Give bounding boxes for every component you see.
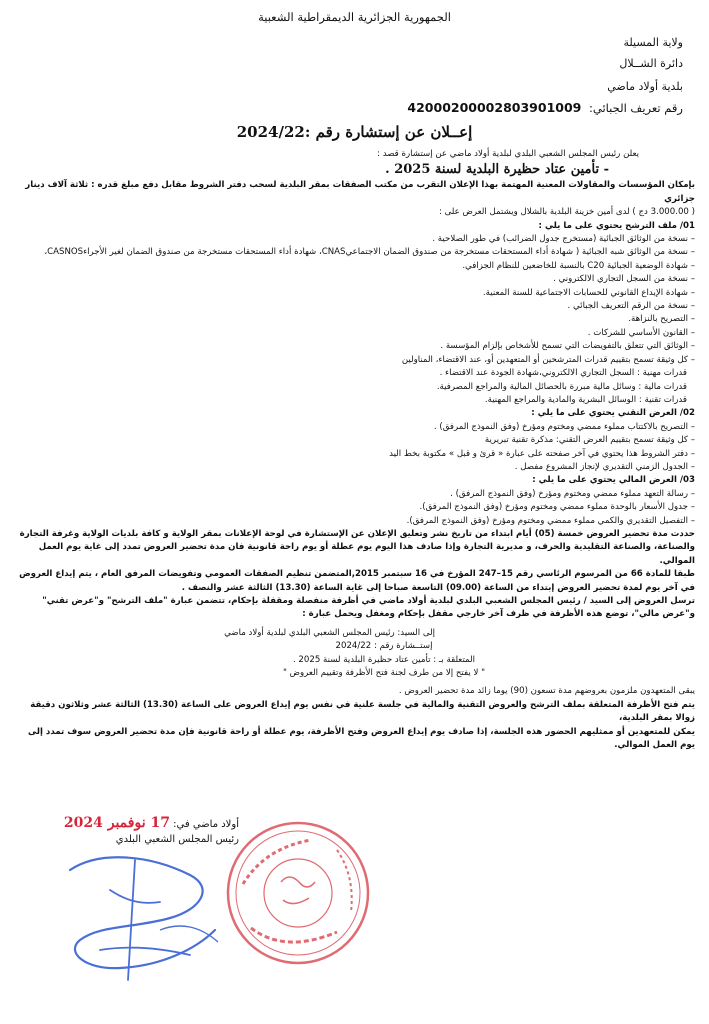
duration-paragraph: حددت مدة تحضير العروض خمسة (05) أيام ابتداء من تاريخ نشر وتعليق الإعلان عن الإستشارة في لوحة الإعلانات بمقر الولاية و كافة بلديات الولاية وغرفة التجارة والصناعة، والصناعة التقليدية والحرف، و مديرية التجارة وإذا صادف هذا اليوم يوم عطلة أو يوم راحة قانونية فان مدة تحضير العروض تمدد إلى غاية يوم العمل الموالي.	[19, 528, 695, 566]
wilaya-label: ولاية المسيلة	[623, 36, 683, 49]
list-item: – شهادة الإيداع القانوني للحسابات الاجتماعية للسنة المعنية.	[482, 287, 695, 298]
list-item: – دفتر الشروط هذا يحتوي في آخر صفحته على عبارة « قرئ و قبل » مكتوبة بخط اليد	[389, 448, 695, 459]
capacity-item: قدرات تقنية : الوسائل البشرية والمادية والمراجع المهنية.	[484, 394, 687, 405]
signature-date: 17 نوفمبر 2024	[63, 815, 170, 831]
capacity-item: قدرات مالية : وسائل مالية مبررة بالحصائل المالية والمراجع المصرفية.	[436, 381, 687, 392]
document-title: إعــلان عن إستشارة رقم :2024/22	[236, 123, 473, 141]
tax-id-row	[407, 100, 683, 115]
submission-paragraph: ترسل العروض إلى السيد / رئيس المجلس الشعبي البلدي لبلدية أولاد ماضي في أظرفة منفصلة ومقفلة بإحكام، تتضمن عبارة "ملف الترشح" و"عرض تقني" و"عرض مالي"، توضع هذه الأظرفة في ظرف آخر خارجي مقفل بإحكام ومغفل ويحمل عبارة :	[42, 596, 695, 620]
list-item: – كل وثيقة تسمح بتقييم العرض التقني: مذكرة تقنية تبريرية	[484, 435, 695, 446]
list-item: – التصريح بالاكتتاب مملوء ممضي ومختوم ومؤرخ (وفق النموذج المرفق) .	[433, 421, 695, 432]
signature-place: أولاد ماضي في:	[173, 819, 239, 830]
official-stamp	[225, 820, 371, 966]
tax-id-label: رقم تعريف الجبائي:	[589, 101, 683, 115]
invite-paragraph-2: ( 3.000.00 دج ) لدى أمين خزينة البلدية بالشلال ويشتمل العرض على :	[439, 207, 695, 218]
list-item: – الوثائق التي تتعلق بالتفويضات التي تسمح للأشخاص بإلزام المؤسسة .	[440, 341, 695, 352]
list-item: – الجدول الزمني التقديري لإنجاز المشروع مفصل .	[514, 461, 695, 472]
list-item: – جدول الأسعار بالوحدة مملوء ممضي ومختوم ومؤرخ (وفق النموذج المرفق).	[419, 502, 695, 513]
daira-label: دائرة الشــلال	[619, 57, 683, 70]
closing-paragraph: يبقى المتعهدون ملزمون بعروضهم مدة تسعون (90) يوما زائد مدة تحضير العروض .	[398, 686, 695, 697]
signature-place-date	[64, 816, 239, 832]
envelope-recipient: إلى السيد: رئيس المجلس الشعبي البلدي لبلدية أولاد ماضي	[224, 627, 435, 638]
list-item: – نسخة من السجل التجاري الالكتروني .	[553, 274, 695, 285]
closing-paragraph: يمكن للمتعهدين أو ممثليهم الحضور هذه الجلسة، إذا صادف يوم إيداع العروض وفتح الأظرفة، يوم عطلة أو راحة قانونية فإن مدة تحضير العروض سوف تمدد إلى يوم العمل الموالي.	[28, 726, 695, 751]
closing-paragraph: يتم فتح الأظرفة المتعلقة بملف الترشح والعروض التقنية والمالية في جلسة علنية في نفس يوم إيداع العروض على الساعة (13.30) الثالثة عشر وثلاثون دقيقة زوالا بمقر البلدية،	[30, 699, 695, 724]
tax-id-value: 4200020000280390​1009	[407, 100, 582, 115]
invite-paragraph: بإمكان المؤسسات والمقاولات المعنية المهتمة بهذا الإعلان التقرب من مكتب الصفقات بمقر البلدية لسحب دفتر الشروط مقابل دفع مبلغ قدره : ثلاثة آلاف دينار جزائري	[25, 180, 695, 204]
commune-label: بلدية أولاد ماضي	[607, 80, 683, 93]
signature-role: رئيس المجلس الشعبي البلدي	[115, 834, 239, 845]
list-item: – نسخة من الوثائق شبه الجبائية ( شهادة أداء المستحقات مستخرجة من صندوق الضمان الاجتماعيCNAS، شهادة أداء المستحقات مستخرجة من صندوق الضمان لغير الأجراءCASNOS،	[44, 247, 695, 258]
envelope-reference: إستــشارة رقم : 2024/22	[335, 641, 433, 652]
list-item: – التصريح بالنزاهة.	[628, 314, 695, 325]
handwritten-signature	[40, 830, 240, 1000]
section-financial-heading: 03/ العرض المالي يحتوي على ما يلي :	[532, 475, 695, 486]
subject-line: - تأمين عتاد حظيرة البلدية لسنة 2025 .	[385, 162, 609, 178]
list-item: – شهادة الوضعية الجبائية C20 بالنسبة للخاضعين للنظام الجزافي.	[462, 260, 695, 271]
list-item: – رسالة التعهد مملوء ممضي ومختوم ومؤرخ (وفق النموذج المرفق) .	[450, 488, 695, 499]
signature-block	[64, 816, 239, 847]
list-item: – القانون الأساسي للشركات .	[587, 327, 695, 338]
republic-header: الجمهورية الجزائرية الديمقراطية الشعبية	[258, 10, 451, 24]
envelope-subject: المتعلقة بـ : تأمين عتاد حظيرة البلدية لسنة 2025 .	[292, 654, 476, 665]
list-item: – نسخة من الوثائق الجبائية (مستخرج جدول الضرائب) في طور الصلاحية .	[432, 234, 695, 245]
document-body	[13, 148, 695, 752]
list-item: – نسخة من الرقم التعريف الجبائي .	[567, 301, 695, 312]
deposit-paragraph: طبقا للمادة 66 من المرسوم الرئاسي رقم 15–247 المؤرخ في 16 سبتمبر 2015,المتضمن تنظيم الصفقات العمومي وتفويضات المرفق العام ، يتم إيداع العروض في آخر يوم لمدة تحضير العروض إبتداء من الساعة (09.00) التاسعة صباحا إلى غاية الساعة (13.30) الثالثة عشر والنصف .	[19, 569, 695, 593]
section-candidacy-heading: 01/ ملف الترشح يحتوي على ما يلي :	[538, 220, 695, 231]
envelope-warning: " لا يفتح إلا من طرف لجنة فتح الأظرفة وتقييم العروض "	[282, 668, 486, 679]
capacity-item: قدرات مهنية : السجل التجاري الالكتروني،شهادة الجودة عند الاقتضاء .	[439, 368, 687, 379]
list-item: – التفصيل التقديري والكمي مملوء ممضي ومختوم ومؤرخ (وفق النموذج المرفق).	[406, 515, 695, 526]
intro-paragraph: يعلن رئيس المجلس الشعبي البلدي لبلدية أولاد ماضي عن إستشارة قصد :	[377, 149, 639, 159]
section-technical-heading: 02/ العرض التقني يحتوي على ما يلي :	[531, 408, 695, 419]
list-item: – كل وثيقة تسمح بتقييم قدرات المترشحين أو المتعهدين أو، عند الاقتضاء، المناولين	[401, 354, 695, 365]
